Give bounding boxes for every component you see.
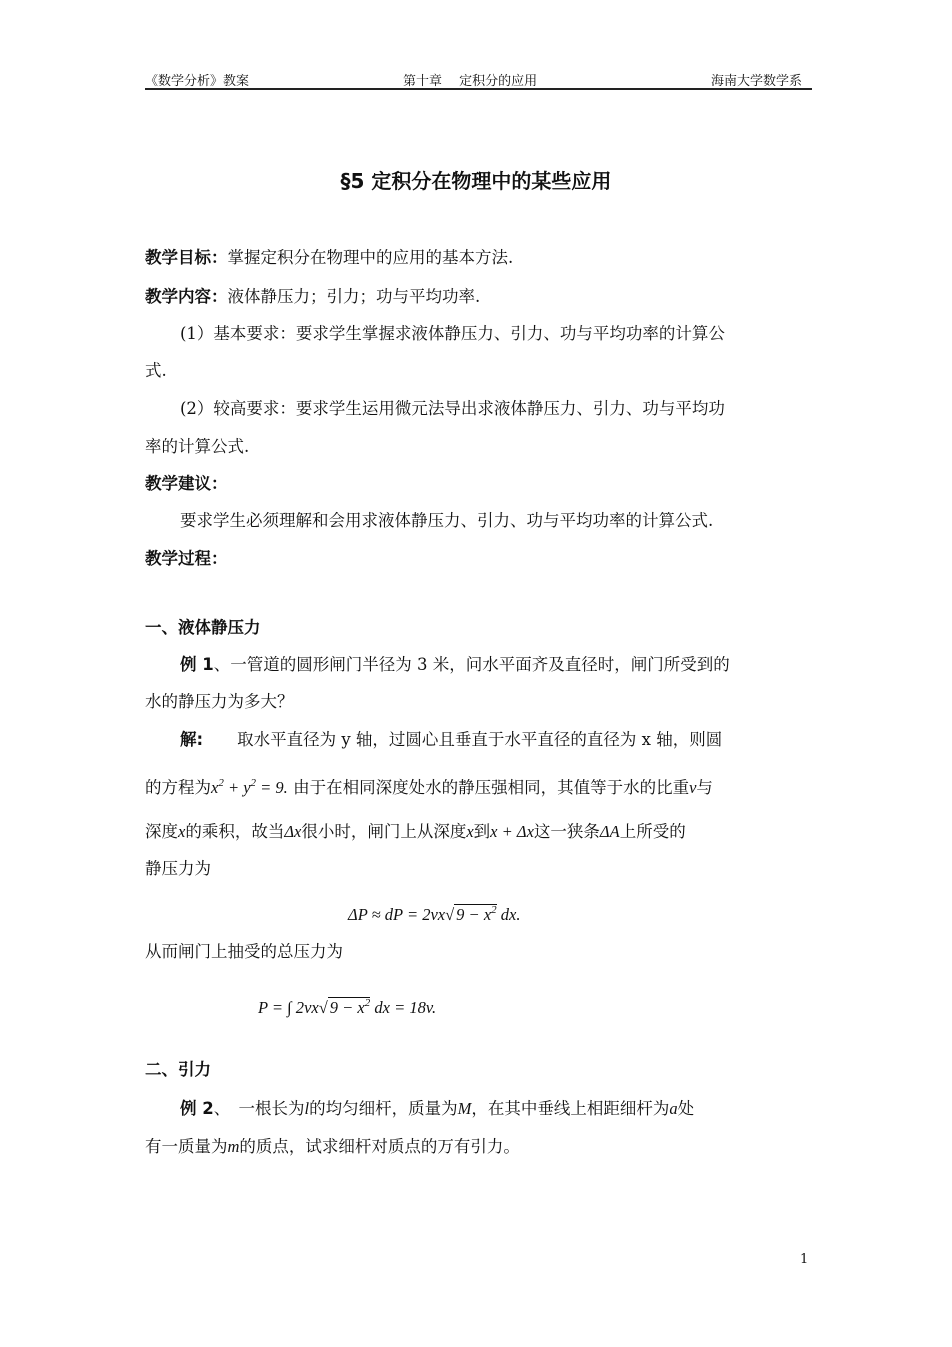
solution-text-2c: 与: [696, 778, 713, 797]
content-text: 液体静压力；引力；功与平均功率.: [227, 287, 481, 306]
example-2-text-1a: 、 一根长为: [213, 1099, 305, 1118]
content-label: 教学内容：: [145, 287, 228, 306]
solution-text-2a: 的方程为: [145, 778, 211, 797]
header-center: 第十章 定积分的应用: [403, 74, 538, 89]
symbol-x-2: x: [466, 822, 474, 841]
objective-text: 掌握定积分在物理中的应用的基本方法.: [227, 248, 514, 267]
solution-text-3c: 很小时，闸门上从深度: [301, 822, 467, 841]
example-2-text-1c: ，在其中垂线上相距细杆为: [471, 1099, 670, 1118]
suggestion-text: 要求学生必须理解和会用求液体静压力、引力、功与平均功率的计算公式.: [180, 511, 714, 530]
solution-line-4: 静压力为: [145, 859, 211, 878]
example-2-text-1d: 处: [677, 1099, 695, 1118]
solution-text-3d: 到: [473, 822, 491, 841]
requirement-1-line-1: (1）基本要求：要求学生掌握求液体静压力、引力、功与平均功率的计算公: [180, 324, 725, 343]
content-line: [145, 286, 812, 308]
header-left: 《数学分析》教案: [145, 74, 250, 89]
symbol-x-plus-delta-x: x + Δx: [490, 822, 534, 841]
circle-equation: $x^2 + y^2 = 9$.: [211, 777, 288, 797]
example-1-label: 例 1: [180, 655, 214, 674]
formula-total-p: P = ∫ 2vx√ $9 - x^2$ dx = 18v.: [258, 997, 437, 1017]
solution-line-5: 从而闸门上抽受的总压力为: [145, 942, 343, 961]
example-1-line-2: 水的静压力为多大？: [145, 692, 294, 711]
requirement-2-line-2: 率的计算公式.: [145, 437, 250, 456]
solution-line-2: [145, 777, 812, 799]
solution-text-3a: 深度: [145, 822, 178, 841]
symbol-m-upper: M: [457, 1099, 472, 1118]
symbol-delta-x: Δx: [284, 822, 302, 841]
example-2-line-1: [180, 1098, 812, 1120]
solution-text-1: 取水平直径为 y 轴，过圆心且垂直于水平直径的直径为 x 轴，则圆: [237, 730, 723, 749]
symbol-delta-a: ΔA: [599, 822, 620, 841]
example-2-text-2b: 的质点，试求细杆对质点的万有引力。: [239, 1137, 520, 1156]
example-2-text-2a: 有一质量为: [145, 1137, 228, 1156]
solution-text-3e: 这一狭条: [533, 822, 600, 841]
section-2-heading: 二、引力: [145, 1060, 211, 1079]
solution-line-3: [145, 821, 812, 843]
symbol-l: l: [304, 1099, 310, 1118]
page-number: 1: [800, 1252, 809, 1267]
solution-text-3f: 上所受的: [619, 822, 686, 841]
process-label: 教学过程：: [145, 549, 228, 568]
solution-line-1: [180, 729, 812, 751]
solution-label: 解:: [180, 730, 204, 749]
symbol-v: v: [689, 778, 697, 797]
example-2-line-2: [145, 1136, 812, 1158]
page-title: §5 定积分在物理中的某些应用: [340, 169, 612, 193]
example-2-text-1b: 的均匀细杆，质量为: [309, 1099, 458, 1118]
objective-line: [145, 247, 812, 269]
requirement-2-line-1: (2）较高要求：要求学生运用微元法导出求液体静压力、引力、功与平均功: [180, 399, 725, 418]
solution-text-2b: 由于在相同深度处水的静压强相同，其值等于水的比重: [293, 778, 690, 797]
section-1-heading: 一、液体静压力: [145, 618, 261, 637]
symbol-a: a: [669, 1099, 678, 1118]
suggestion-label: 教学建议：: [145, 474, 228, 493]
example-2-label: 例 2: [180, 1099, 214, 1118]
example-1-text-1: 、一管道的圆形闸门半径为 3 米，问水平面齐及直径时，闸门所受到的: [213, 655, 730, 674]
example-1-line-1: [180, 654, 812, 676]
symbol-x: x: [178, 822, 186, 841]
objective-label: 教学目标：: [145, 248, 228, 267]
formula-delta-p: ΔP ≈ dP = 2vx√ $9 - x^2$ dx.: [348, 904, 521, 924]
page-header: [145, 68, 812, 90]
solution-text-3b: 的乘积，故当: [185, 822, 285, 841]
requirement-1-line-2: 式.: [145, 361, 167, 380]
symbol-m-lower: m: [227, 1137, 240, 1156]
header-right: 海南大学数学系: [710, 74, 802, 89]
